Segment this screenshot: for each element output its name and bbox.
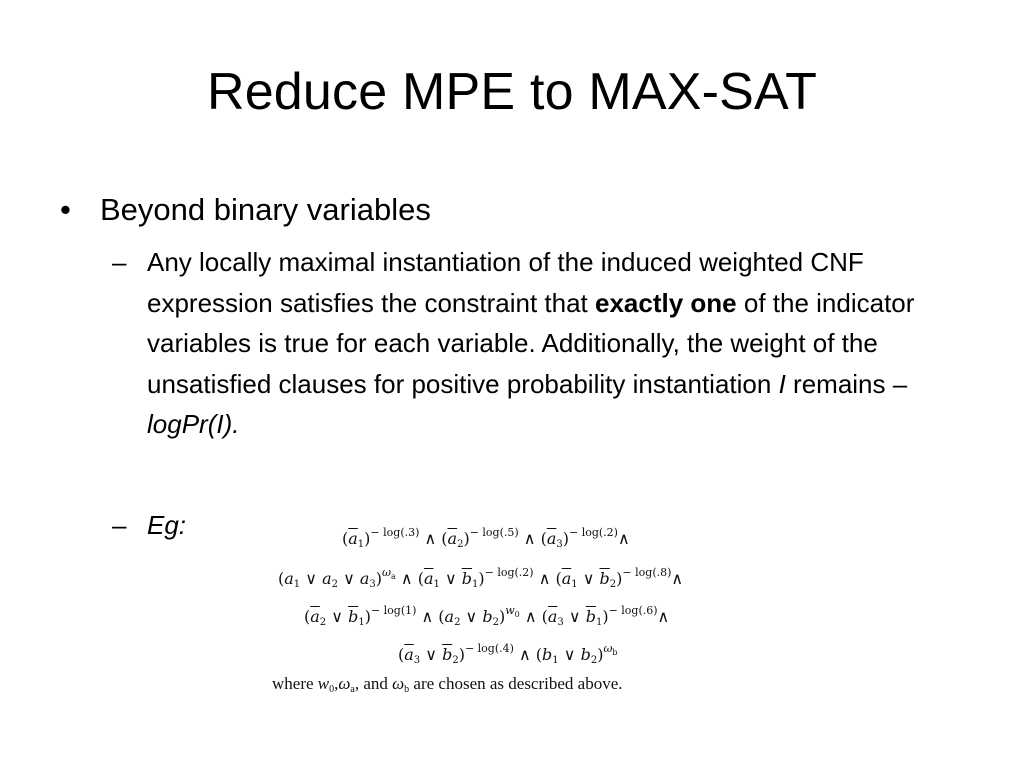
- formula-line-2: ($a_1$ ∨ $a_2$ ∨ $a_3)^{\omega_a}$ ∧ ($\overline{a}_1$ ∨ $\overline{b}_1)^{- log(.2)}$ ∧ ($\overline{a}_1$ ∨ $\overline{b}_2)^{- log(.8)}\wedge$: [278, 566, 684, 590]
- example-label: Eg:: [147, 510, 187, 540]
- sub-bullet-italic-i: I: [778, 368, 786, 399]
- slide-title: Reduce MPE to MAX-SAT: [206, 63, 818, 121]
- formula-caption: where $w_0,\omega_a$, and $\omega_b$ are chosen as described above.: [272, 674, 623, 695]
- sub-bullet-text-2: of the indicator variables is true for each variable. Additionally, the weight of the unsatisfied clauses for positive probability instantiation: [147, 287, 915, 399]
- sub-bullet-marker: –: [112, 510, 127, 540]
- formula-line-3: ($\overline{a}_2$ ∨ $\overline{b}_1)^{- log(1)}$ ∧ ($a_2$ ∨ $b_2)^{w_0}$ ∧ ($\overline{a}_3$ ∨ $\overline{b}_1)^{- log(.6)}\wedge$: [304, 604, 670, 628]
- bullet-text: Beyond binary variables: [100, 192, 431, 227]
- bullet-marker: •: [60, 192, 71, 227]
- caption-rest: are chosen as described above.: [409, 674, 623, 693]
- sub-bullet-bold: exactly one: [595, 287, 737, 318]
- sub-bullet-text-1: Any locally maximal instantiation of the induced weighted CNF expression satisfies the constraint that: [147, 247, 864, 318]
- sub-bullet-marker: –: [112, 247, 127, 277]
- formula-line-4: ($\overline{a}_3$ ∨ $\overline{b}_2)^{- log(.4)}$ ∧ ($b_1$ ∨ $b_2)^{\omega_b}$: [398, 642, 618, 666]
- sub-bullet-italic-logpr: –logPr(I).: [147, 368, 908, 439]
- caption-where: where: [272, 674, 318, 693]
- caption-and: , and: [354, 674, 393, 693]
- caption-w0-symbol: w: [317, 674, 330, 693]
- sub-bullet-text-3: remains: [785, 368, 893, 399]
- sub-bullet-instantiation: [112, 242, 962, 445]
- sub-bullet-body: [147, 242, 962, 445]
- bullet-beyond-binary: [60, 190, 431, 230]
- formula-line-1: $(\overline{a}_1)^{- log(.3)}$ ∧ $(\overline{a}_2)^{- log(.5)}$ ∧ $(\overline{a}_3)^{- log(.2)}\wedge$: [342, 526, 630, 550]
